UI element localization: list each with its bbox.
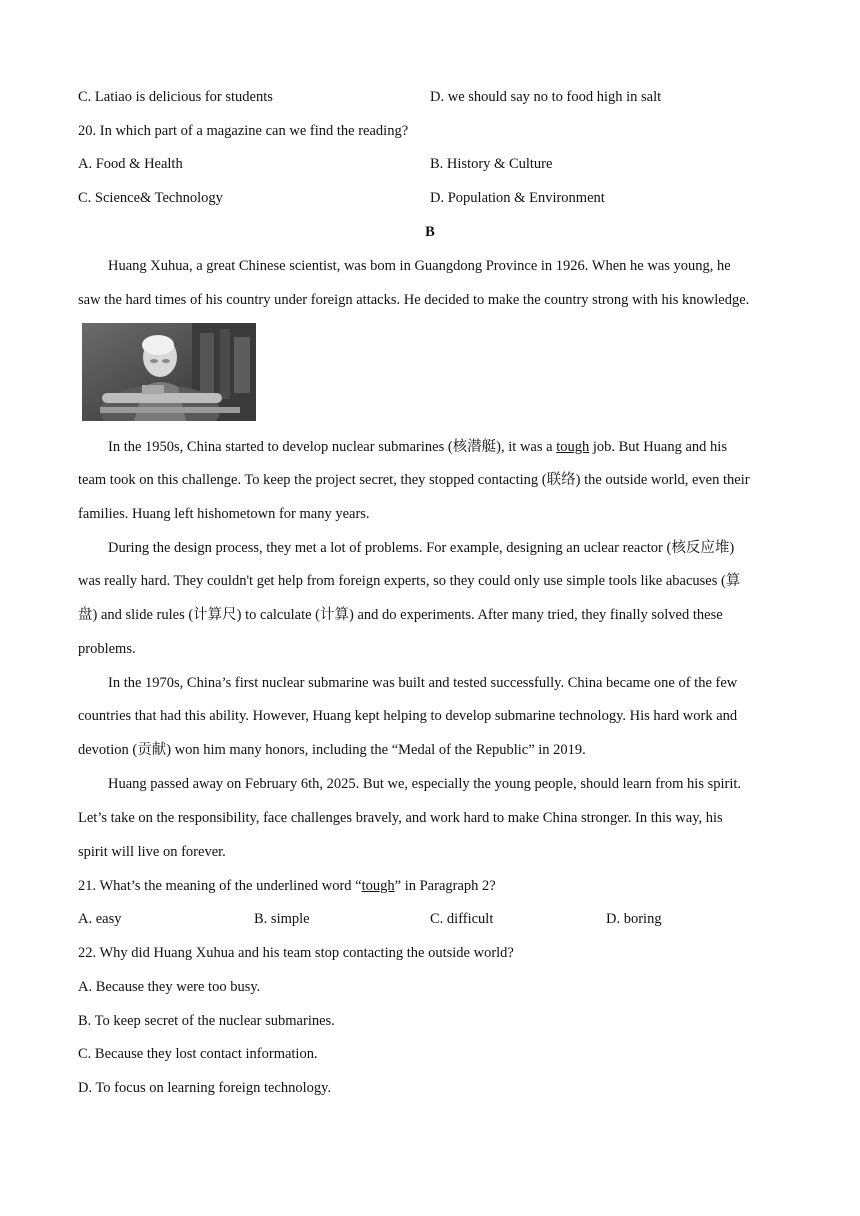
- passage-p5-line2: Let’s take on the responsibility, face challenges bravely, and work hard to make China stronger. In this way, his: [78, 810, 723, 826]
- passage-p1-line1: Huang Xuhua, a great Chinese scientist, was bom in Guangdong Province in 1926. When he was young, he: [108, 258, 731, 274]
- passage-p2-line3: families. Huang left hishometown for many years.: [78, 506, 370, 522]
- passage-p3-line3: 盘) and slide rules (计算尺) to calculate (计算) and do experiments. After many tried, they finally solved these: [78, 607, 723, 623]
- q21-option-d: D. boring: [606, 911, 662, 927]
- q22-option-a: A. Because they were too busy.: [78, 979, 261, 995]
- q19-option-c: C. Latiao is delicious for students: [78, 89, 273, 105]
- passage-p2-line1: [108, 437, 727, 457]
- passage-p3-line4: problems.: [78, 641, 136, 657]
- q20-option-c: C. Science& Technology: [78, 190, 223, 206]
- q20-stem: 20. In which part of a magazine can we find the reading?: [78, 123, 409, 139]
- passage-p3-line1: During the design process, they met a lot of problems. For example, designing an uclear reactor (核反应堆): [108, 540, 735, 556]
- q20-option-b: B. History & Culture: [430, 156, 553, 172]
- scientist-photo: [82, 323, 256, 421]
- q22-option-b: B. To keep secret of the nuclear submarines.: [78, 1013, 335, 1029]
- passage-p4-line3: devotion (贡献) won him many honors, including the “Medal of the Republic” in 2019.: [78, 742, 586, 758]
- passage-p1-line2: saw the hard times of his country under foreign attacks. He decided to make the country strong with his knowledge.: [78, 292, 750, 308]
- q21-stem-before: 21. What’s the meaning of the underlined word “: [78, 878, 362, 894]
- passage-p5-line3: spirit will live on forever.: [78, 844, 226, 860]
- q22-option-c: C. Because they lost contact information.: [78, 1046, 318, 1062]
- q21-option-b: B. simple: [254, 911, 310, 927]
- underlined-word-tough: tough: [556, 439, 590, 455]
- q21-stem: [78, 876, 496, 896]
- q21-option-a: A. easy: [78, 911, 122, 927]
- q21-option-c: C. difficult: [430, 911, 494, 927]
- q21-stem-after: ” in Paragraph 2?: [394, 878, 496, 894]
- q19-option-d: D. we should say no to food high in salt: [430, 89, 662, 105]
- passage-p2-line1-before: In the 1950s, China started to develop nuclear submarines (核潜艇), it was a: [108, 439, 557, 455]
- passage-p4-line1: In the 1970s, China’s first nuclear submarine was built and tested successfully. China became one of the few: [108, 675, 738, 691]
- passage-p3-line2: was really hard. They couldn't get help from foreign experts, so they could only use simple tools like abacuses (算: [78, 573, 741, 589]
- q21-underlined-word: tough: [361, 878, 395, 894]
- section-b-title: B: [425, 224, 435, 240]
- q22-option-d: D. To focus on learning foreign technology.: [78, 1080, 332, 1096]
- passage-p4-line2: countries that had this ability. However, Huang kept helping to develop submarine technology. His hard work and: [78, 708, 738, 724]
- q20-option-d: D. Population & Environment: [430, 190, 605, 206]
- passage-p5-line1: Huang passed away on February 6th, 2025. But we, especially the young people, should learn from his spirit.: [108, 776, 742, 792]
- passage-p2-line2: team took on this challenge. To keep the project secret, they stopped contacting (联络) the outside world, even their: [78, 472, 750, 488]
- q20-option-a: A. Food & Health: [78, 156, 183, 172]
- q22-stem: 22. Why did Huang Xuhua and his team stop contacting the outside world?: [78, 945, 514, 961]
- passage-p2-line1-after: job. But Huang and his: [589, 439, 727, 455]
